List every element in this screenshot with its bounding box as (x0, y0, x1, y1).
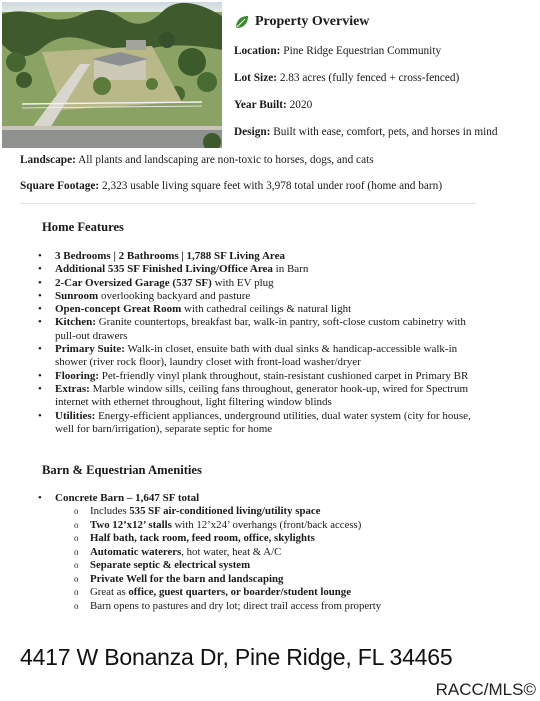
location-line: Location: Pine Ridge Equestrian Community (234, 45, 442, 57)
list-item: o Half bath, tack room, feed room, office, skylights (90, 532, 381, 546)
home-features-list (55, 250, 479, 436)
list-item: • Extras: Marble window sills, ceiling fans throughout, generator hook-up, wired for Spectrum internet with ethernet throughout, light filtering window blinds (55, 383, 479, 410)
lot-size-line: Lot Size: 2.83 acres (fully fenced + cross-fenced) (234, 72, 460, 84)
list-item: • Open-concept Great Room with cathedral ceilings & natural light (55, 303, 479, 316)
leaf-icon (234, 14, 250, 30)
overview-title: Property Overview (255, 14, 370, 29)
overview-heading (234, 14, 369, 30)
property-address: 4417 W Bonanza Dr, Pine Ridge, FL 34465 (20, 644, 453, 670)
year-built-line: Year Built: 2020 (234, 99, 313, 111)
section-divider (20, 203, 476, 204)
list-item: o Private Well for the barn and landscaping (90, 573, 381, 587)
list-item: • Utilities: Energy-efficient appliances, underground utilities, dual water system (city for house, well for barn/irrigation), separate septic for home (55, 410, 479, 437)
list-item: • Kitchen: Granite countertops, breakfast bar, walk-in pantry, soft-close custom cabinetry with pull-out drawers (55, 316, 479, 343)
list-item: o Two 12’x12’ stalls with 12’x24’ overhangs (front/back access) (90, 519, 381, 533)
design-line: Design: Built with ease, comfort, pets, and horses in mind (234, 126, 498, 138)
aerial-photo (2, 2, 222, 148)
list-item: • Concrete Barn – 1,647 SF total (55, 492, 479, 505)
list-item: • Additional 535 SF Finished Living/Office Area in Barn (55, 263, 479, 276)
list-item: o Great as office, guest quarters, or boarder/student lounge (90, 586, 381, 600)
list-item: • Sunroom overlooking backyard and pasture (55, 290, 479, 303)
barn-sub-list (90, 505, 381, 613)
list-item: o Barn opens to pastures and dry lot; direct trail access from property (90, 600, 381, 614)
home-features-heading: Home Features (42, 220, 124, 234)
list-item: • Primary Suite: Walk-in closet, ensuite bath with dual sinks & handicap-accessible walk-in shower (river rock floor), laundry closet with front-load washer/dryer (55, 343, 479, 370)
landscape-line: Landscape: All plants and landscaping are non-toxic to horses, dogs, and cats (20, 154, 374, 166)
barn-heading: Barn & Equestrian Amenities (42, 463, 202, 477)
list-item: o Automatic waterers, hot water, heat & A/C (90, 546, 381, 560)
list-item: • 3 Bedrooms | 2 Bathrooms | 1,788 SF Living Area (55, 250, 479, 263)
barn-list (55, 492, 479, 505)
list-item: o Includes 535 SF air-conditioned living/utility space (90, 505, 381, 519)
list-item: • Flooring: Pet-friendly vinyl plank throughout, stain-resistant cushioned carpet in Primary BR (55, 370, 479, 383)
list-item: • 2-Car Oversized Garage (537 SF) with EV plug (55, 277, 479, 290)
mls-watermark: RACC/MLS© (435, 680, 536, 699)
square-footage-line: Square Footage: 2,323 usable living square feet with 3,978 total under roof (home and barn) (20, 180, 443, 192)
list-item: o Separate septic & electrical system (90, 559, 381, 573)
